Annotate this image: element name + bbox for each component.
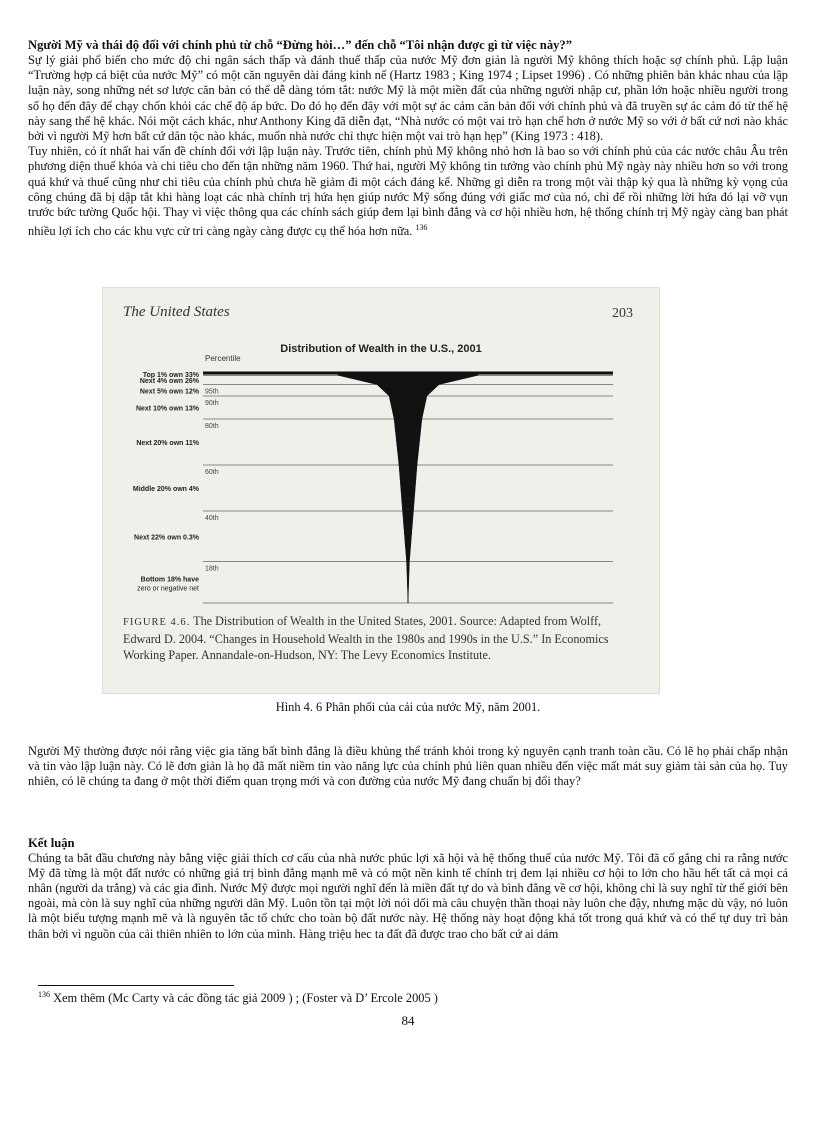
conclusion-paragraph: Chúng ta bắt đầu chương này bằng việc giải thích cơ cấu của nhà nước phúc lợi xã hội và hệ thống thuế của nước Mỹ. Tôi đã cố gắng chỉ ra rằng nước Mỹ đã từng là một đất nước có những giá trị bình đẳng mạnh mẽ và có một nền kinh tế chính trị đem lại nhiều cơ hội to lớn cho hầu hết tất cả mọi cá nhân (người da trắng) và các gia đình. Nước Mỹ được mọi người nghĩ đến là miền đất tự do và bình đẳng về cơ hội, không chỉ là suy nghĩ từ thế giới bên ngoài, mà còn là suy nghĩ của những người dân Mỹ. Luôn tồn tại một lời nói dối mà câu chuyện thần thoại này luôn che đậy, nhưng mặc dù vậy, nó luôn là một biểu tượng mạnh mẽ và là nguyên tắc tổ chức cho toàn bộ đất nước này. Hệ thống này hoạt động khá tốt trong quá khứ và có thể tự duy trì bản thân bởi vì nguồn của cải thiên nhiên to lớn của mình. Hàng triệu hec ta đất đã được trao cho bất cứ ai dám bbox=[28, 850, 788, 941]
chart-group-label: Top 1% own 33% bbox=[142, 372, 199, 380]
chart-group-label: Next 22% own 0.3% bbox=[134, 534, 199, 542]
figure-caption-label: FIGURE 4.6. bbox=[123, 617, 191, 628]
figure-book-page-number: 203 bbox=[612, 306, 633, 321]
paragraph-2 bbox=[28, 144, 788, 239]
chart-axis-label: Percentile bbox=[205, 354, 241, 363]
paragraph-after-figure: Người Mỹ thường được nói rằng việc gia tăng bất bình đẳng là điều khủng thể tránh khỏi trong kỷ nguyên cạnh tranh toàn cầu. Có lẽ họ phải chấp nhận và tin vào lập luận này. Có lẽ đơn giản là họ đã mất niềm tin vào năng lực của chính phủ liên quan nhiều đến việc mất mát suy giảm tài sản của họ. Tuy nhiên, có lẽ chúng ta đang ở một thời điểm quan trọng mới và con đường của nước Mỹ đang chuẩn bị đổi thay? bbox=[28, 744, 788, 789]
footnote-text: Xem thêm (Mc Carty và các đồng tác giả 2009 ) ; (Foster và D’ Ercole 2005 ) bbox=[53, 991, 438, 1006]
chart-group-label: Next 20% own 11% bbox=[136, 440, 199, 447]
chart-percentile-tick: 40th bbox=[205, 515, 219, 522]
figure-caption-text: The Distribution of Wealth in the United States, 2001. Source: Adapted from Wolff, Edward D. 2004. “Changes in Household Wealth in the 1980s and 1990s in the U.S.” In Economics Working Paper. Annandale-on-Hudson, NY: The Levy Economics Institute. bbox=[123, 614, 609, 662]
paragraph-1: Sự lý giải phổ biến cho mức độ chi ngân sách thấp và đánh thuế thấp của nước Mỹ đơn giản là người Mỹ không thích hoặc sợ chính phủ. Lập luận “Trường hợp cá biệt của nước Mỹ” có một căn nguyên dài đáng kinh nể (Hartz 1983 ; King 1974 ; Lipset 1996) . Có những phiên bản khác nhau của lập luận này, song những nét sơ lược căn bản có thể dễ dàng tóm tắt: nước Mỹ là một miền đất của những người nhập cư, phần lớn hoặc nhiều người trong số họ đến đây để chạy chốn khỏi các chế độ áp bức. Do đó họ đến đây với một sự ác cảm căn bản đối với chính phủ và đã truyền sự ác cảm đó từ thế hệ này sang thế hệ khác. Nói một cách khác, như Anthony King đã diễn đạt, “Nhà nước có một vai trò hạn chế hơn ở nước Mỹ so với ở bất cứ nơi nào khác bởi vì người Mỹ hơn bất cứ dân tộc nào khác, muốn nhà nước chỉ thực hiện một vai trò hạn hẹp” (King 1973 : 418). bbox=[28, 53, 788, 144]
chart-group-label: Middle 20% own 4% bbox=[132, 486, 199, 493]
chart-percentile-tick: 95th bbox=[205, 388, 219, 396]
wealth-distribution-chart bbox=[103, 288, 659, 608]
section-heading: Người Mỹ và thái độ đối với chính phủ từ chỗ “Đừng hỏi…” đến chỗ “Tôi nhận được gì từ việc này?” bbox=[28, 38, 573, 52]
footnote-divider bbox=[38, 985, 234, 986]
figure-book-header: The United States bbox=[123, 304, 230, 320]
chart-group-label: Next 4% own 26% bbox=[139, 377, 199, 385]
chart-percentile-tick: 90th bbox=[205, 400, 219, 407]
chart-group-label: Next 5% own 12% bbox=[139, 388, 199, 396]
figure-label: Hình 4. 6 Phân phối của cải của nước Mỹ, năm 2001. bbox=[275, 700, 541, 714]
footnote-reference[interactable]: 136 bbox=[415, 223, 428, 233]
chart-title: Distribution of Wealth in the U.S., 2001 bbox=[280, 343, 482, 355]
chart-group-label: Bottom 18% have bbox=[140, 576, 199, 584]
lower-section bbox=[28, 744, 788, 942]
chart-percentile-tick: 60th bbox=[205, 469, 219, 476]
footnote-number: 136 bbox=[38, 990, 50, 999]
conclusion-title: Kết luận bbox=[28, 835, 75, 850]
chart-group-label: Next 10% own 13% bbox=[135, 405, 199, 413]
footnote bbox=[38, 990, 438, 1006]
chart-percentile-tick: 80th bbox=[205, 423, 219, 430]
figure-caption bbox=[123, 613, 637, 663]
document-page bbox=[28, 38, 788, 240]
chart-wealth-shape bbox=[338, 373, 478, 603]
chart-percentile-tick: 18th bbox=[205, 565, 219, 573]
chart-group-label-cont: zero or negative net bbox=[137, 585, 199, 593]
figure-photo bbox=[102, 287, 660, 694]
page-number: 84 bbox=[401, 1013, 415, 1028]
paragraph-2-text: Tuy nhiên, có ít nhất hai vấn đề chính đối với lập luận này. Trước tiên, chính phủ Mỹ không nhỏ hơn là bao so với chính phủ của các nước châu Âu trên phương diện thuế khóa và chi tiêu cho đến tận những năm 1960. Thứ hai, người Mỹ không tin tưởng vào chính phủ Mỹ ngày này nhiều hơn so với trong quá khứ và thuế cũng như chi tiêu của chính phủ chưa hề giảm đi một cách đáng kể. Những gì diễn ra trong một vài thập kỷ qua là những kỳ vọng của công chúng đã bị dập tắt khi hàng loạt các nhà chính trị hứa hẹn giúp nước Mỹ sống đúng với giấc mơ của nó, chỉ để rồi những lời hứa đó lại vỡ vụn trước bức tường Quốc hội. Thay vì việc thông qua các chính sách giúp đem lại bình đẳng và cơ hội nhiều hơn, hệ thống chính trị Mỹ ngày càng ban phát nhiều lợi ích cho các khu vực cử tri càng ngày càng được cụ thể hóa hơn nữa. bbox=[28, 144, 788, 239]
